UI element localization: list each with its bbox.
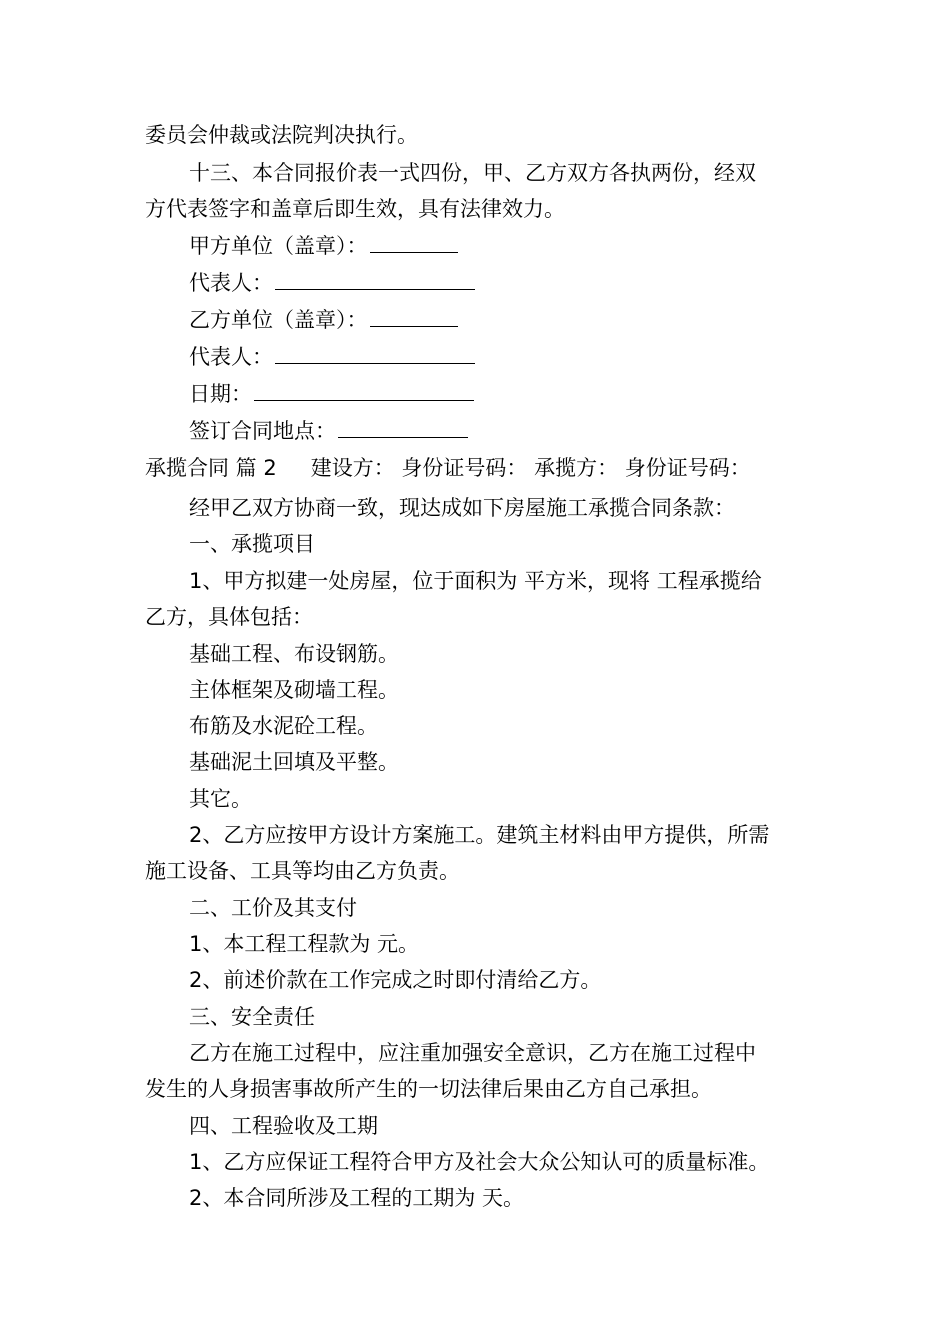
paragraph-line: 2、本合同所涉及工程的工期为 天。 xyxy=(189,1186,525,1210)
signature-blank xyxy=(275,339,475,364)
list-item: 基础工程、布设钢筋。 xyxy=(189,642,399,666)
paragraph-line: 施工设备、工具等均由乙方负责。 xyxy=(145,859,460,883)
signature-date xyxy=(189,376,854,412)
signature-label: 乙方单位（盖章）： xyxy=(189,308,368,332)
signature-blank xyxy=(275,265,475,290)
paragraph-line: 1、甲方拟建一处房屋，位于面积为 平方米，现将 工程承揽给 xyxy=(189,569,762,593)
paragraph-line: 委员会仲裁或法院判决执行。 xyxy=(145,123,418,147)
heading-parties: 建设方： 身份证号码： 承揽方： 身份证号码： xyxy=(310,456,751,480)
paragraph-line: 2、前述价款在工作完成之时即付清给乙方。 xyxy=(189,968,602,992)
paragraph-line: 十三、本合同报价表一式四份，甲、乙方双方各执两份，经双 xyxy=(189,161,756,185)
signature-label: 甲方单位（盖章）： xyxy=(189,234,368,258)
paragraph-line: 经甲乙双方协商一致，现达成如下房屋施工承揽合同条款： xyxy=(189,496,735,520)
section-heading xyxy=(145,450,810,486)
heading-title: 承揽合同 篇 2 xyxy=(145,456,277,480)
paragraph-line: 方代表签字和盖章后即生效，具有法律效力。 xyxy=(145,197,565,221)
signature-label: 代表人： xyxy=(189,271,273,295)
paragraph-line: 1、乙方应保证工程符合甲方及社会大众公知认可的质量标准。 xyxy=(189,1150,770,1174)
paragraph-line: 发生的人身损害事故所产生的一切法律后果由乙方自己承担。 xyxy=(145,1077,712,1101)
clause-heading: 一、承揽项目 xyxy=(189,532,315,556)
signature-blank xyxy=(370,228,458,253)
signature-label: 日期： xyxy=(189,382,252,406)
signature-blank xyxy=(254,376,474,401)
paragraph-line: 1、本工程工程款为 元。 xyxy=(189,932,420,956)
list-item: 基础泥土回填及平整。 xyxy=(189,750,399,774)
signature-blank xyxy=(338,413,468,438)
paragraph-line: 乙方在施工过程中，应注重加强安全意识，乙方在施工过程中 xyxy=(189,1041,756,1065)
signature-label: 代表人： xyxy=(189,345,273,369)
signature-rep-a xyxy=(189,265,854,301)
paragraph-line: 2、乙方应按甲方设计方案施工。建筑主材料由甲方提供，所需 xyxy=(189,823,770,847)
clause-heading: 三、安全责任 xyxy=(189,1005,315,1029)
paragraph-line: 乙方，具体包括： xyxy=(145,605,313,629)
signature-party-a-unit xyxy=(189,228,854,264)
clause-heading: 二、工价及其支付 xyxy=(189,896,357,920)
signature-place xyxy=(189,413,854,449)
signature-rep-b xyxy=(189,339,854,375)
list-item: 布筋及水泥砼工程。 xyxy=(189,714,378,738)
clause-heading: 四、工程验收及工期 xyxy=(189,1114,378,1138)
signature-label: 签订合同地点： xyxy=(189,419,336,443)
signature-blank xyxy=(370,302,458,327)
list-item: 其它。 xyxy=(189,787,252,811)
signature-party-b-unit xyxy=(189,302,854,338)
list-item: 主体框架及砌墙工程。 xyxy=(189,678,399,702)
